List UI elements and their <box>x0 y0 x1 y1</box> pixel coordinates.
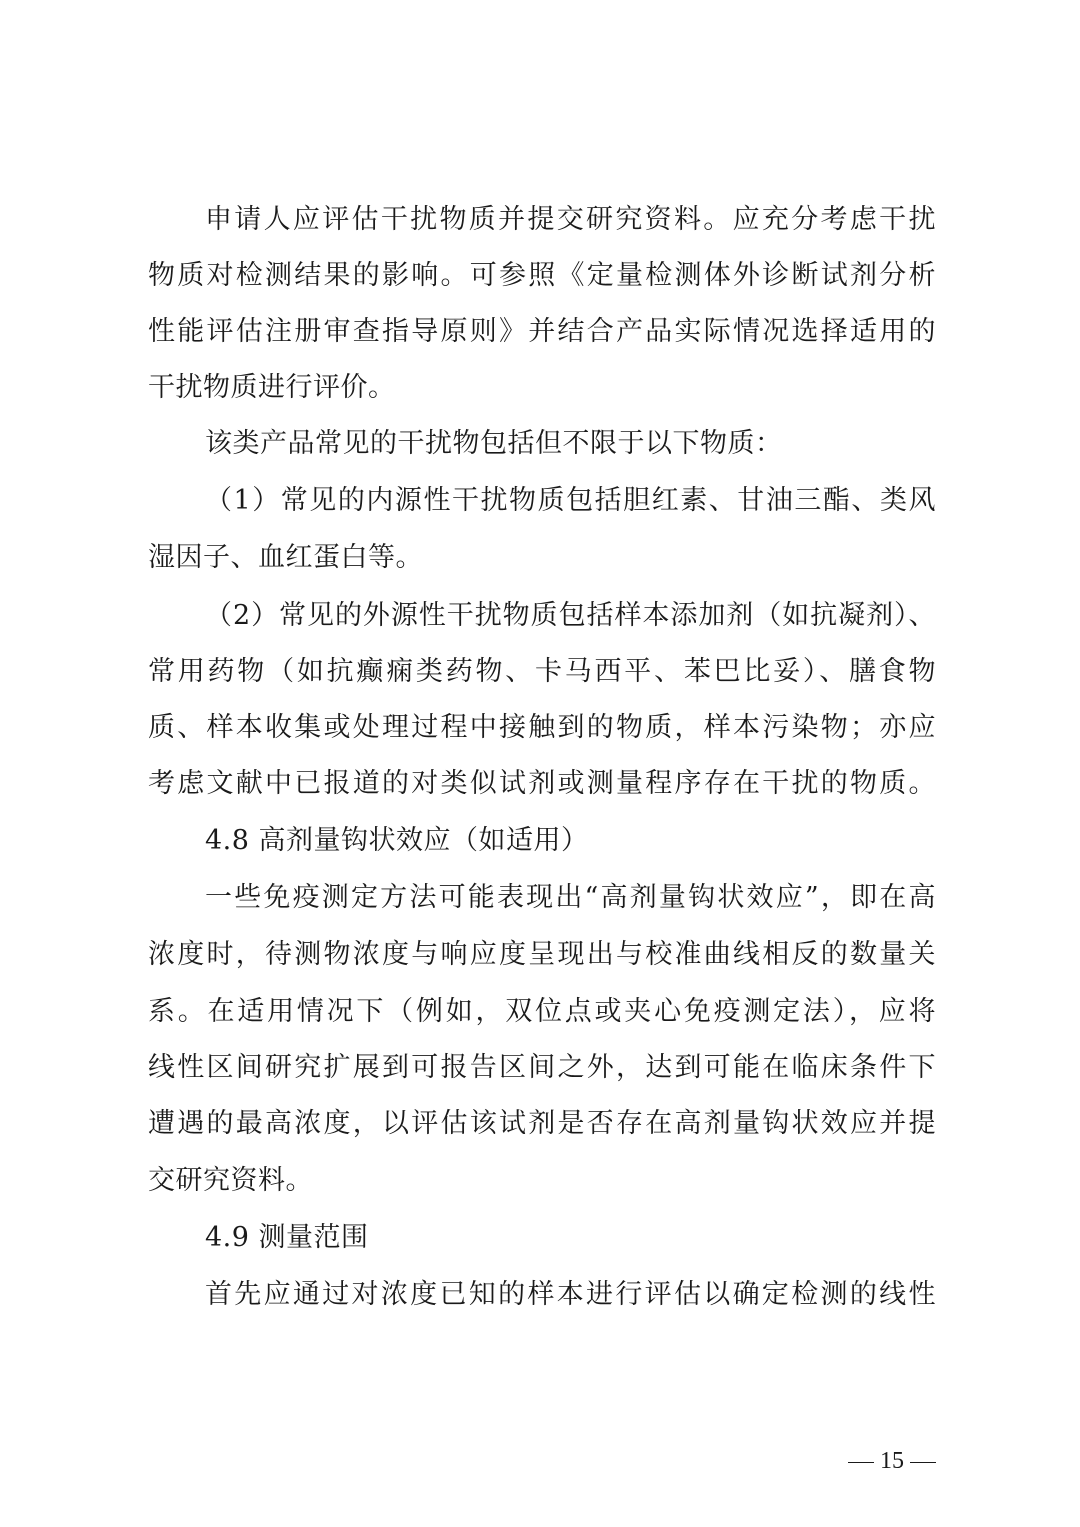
paragraph-line: 线性区间研究扩展到可报告区间之外，达到可能在临床条件下 <box>148 1052 936 1083</box>
paragraph-line: 干扰物质进行评价。 <box>148 372 396 403</box>
paragraph-line: 申请人应评估干扰物质并提交研究资料。应充分考虑干扰 <box>205 204 936 235</box>
paragraph-line: 交研究资料。 <box>148 1165 313 1196</box>
list-item-line: 常用药物（如抗癫痫类药物、卡马西平、苯巴比妥）、膳食物 <box>148 656 936 687</box>
paragraph-line: 物质对检测结果的影响。可参照《定量检测体外诊断试剂分析 <box>148 260 936 291</box>
paragraph-line: 性能评估注册审查指导原则》并结合产品实际情况选择适用的 <box>148 316 936 347</box>
page-footer <box>848 1443 936 1479</box>
paragraph-line: 系。在适用情况下（例如，双位点或夹心免疫测定法），应将 <box>148 996 936 1027</box>
list-item-line: 质、样本收集或处理过程中接触到的物质，样本污染物；亦应 <box>148 712 936 743</box>
footer-dash-left <box>848 1462 874 1464</box>
section-heading: 4.9 测量范围 <box>205 1222 369 1253</box>
paragraph-line: 遭遇的最高浓度，以评估该试剂是否存在高剂量钩状效应并提 <box>148 1108 936 1139</box>
page-number: 15 <box>880 1448 904 1474</box>
list-item-line: 湿因子、血红蛋白等。 <box>148 542 423 573</box>
paragraph-line: 首先应通过对浓度已知的样本进行评估以确定检测的线性 <box>205 1279 936 1310</box>
paragraph-line: 该类产品常见的干扰物包括但不限于以下物质： <box>205 428 783 459</box>
list-item-line: （2）常见的外源性干扰物质包括样本添加剂（如抗凝剂）、 <box>205 600 936 631</box>
section-heading: 4.8 高剂量钩状效应（如适用） <box>205 825 589 856</box>
list-item-line: （1）常见的内源性干扰物质包括胆红素、甘油三酯、类风 <box>205 485 936 516</box>
paragraph-line: 浓度时，待测物浓度与响应度呈现出与校准曲线相反的数量关 <box>148 939 936 970</box>
paragraph-line: 一些免疫测定方法可能表现出“高剂量钩状效应”，即在高 <box>205 882 936 913</box>
list-item-line: 考虑文献中已报道的对类似试剂或测量程序存在干扰的物质。 <box>148 768 936 799</box>
footer-dash-right <box>910 1462 936 1464</box>
